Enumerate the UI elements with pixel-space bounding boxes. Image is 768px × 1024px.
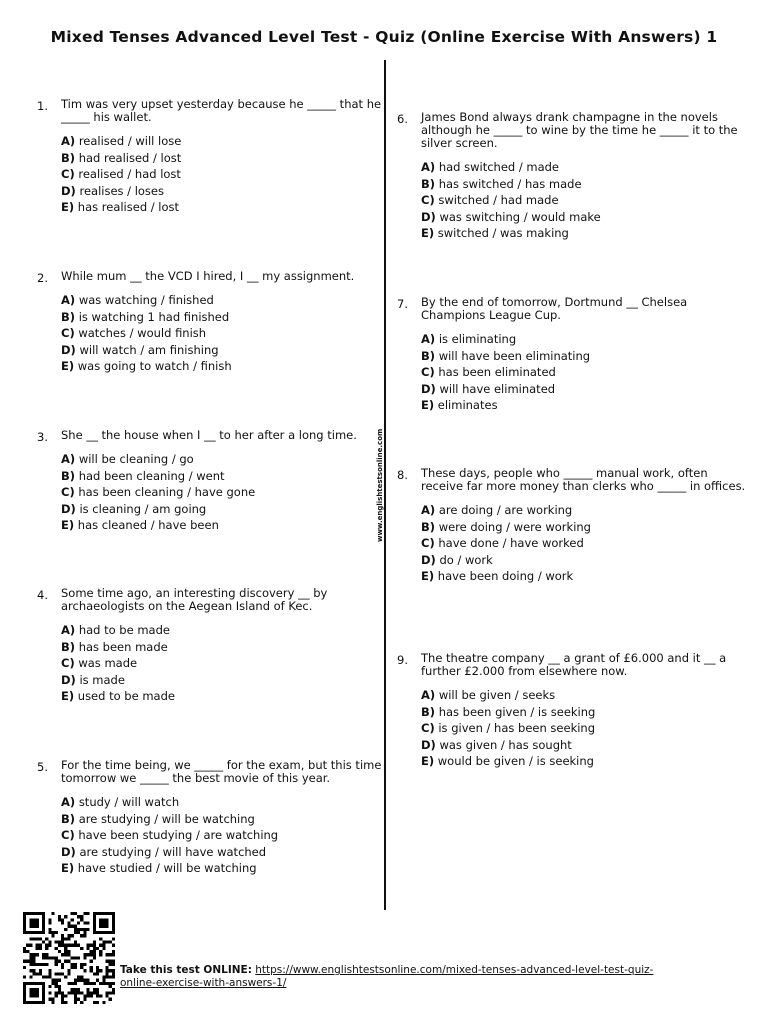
option-text: is cleaning / am going bbox=[79, 501, 207, 516]
option-letter: E) bbox=[61, 359, 75, 373]
answer-option bbox=[61, 325, 391, 342]
option-text: is watching 1 had finished bbox=[78, 309, 230, 324]
option-text: have been studying / are watching bbox=[78, 828, 279, 842]
answer-option bbox=[421, 720, 751, 737]
answer-option bbox=[61, 451, 391, 468]
question-stem: She __ the house when I __ to her after a long time. bbox=[61, 428, 357, 442]
answer-option bbox=[421, 176, 751, 193]
option-text: was given / has sought bbox=[439, 737, 572, 752]
option-text: switched / had made bbox=[438, 193, 559, 207]
question-number: 7. bbox=[397, 297, 408, 311]
answer-option bbox=[421, 519, 751, 536]
question-item bbox=[37, 586, 391, 705]
question-item bbox=[37, 758, 391, 877]
answer-option bbox=[61, 811, 391, 828]
option-text: do / work bbox=[439, 552, 493, 567]
option-text: will have eliminated bbox=[439, 381, 556, 396]
option-text: study / will watch bbox=[78, 795, 180, 809]
question-number: 6. bbox=[397, 112, 408, 126]
option-letter: B) bbox=[61, 811, 76, 826]
option-letter: E) bbox=[61, 689, 75, 703]
option-letter: C) bbox=[61, 656, 75, 670]
option-letter: E) bbox=[61, 200, 75, 214]
answer-option bbox=[421, 348, 751, 365]
option-text: will have been eliminating bbox=[438, 348, 591, 363]
option-letter: E) bbox=[421, 754, 435, 768]
question-number: 5. bbox=[37, 760, 48, 774]
option-letter: A) bbox=[61, 293, 76, 307]
question-stem: By the end of tomorrow, Dortmund __ Chelsea Champions League Cup. bbox=[421, 295, 688, 322]
option-letter: D) bbox=[421, 552, 436, 567]
answer-option bbox=[421, 737, 751, 754]
answer-option bbox=[61, 358, 391, 375]
option-text: eliminates bbox=[437, 398, 498, 412]
option-letter: E) bbox=[61, 861, 75, 875]
option-text: was made bbox=[78, 656, 138, 670]
answer-option bbox=[61, 672, 391, 689]
option-text: has switched / has made bbox=[438, 176, 582, 191]
option-text: watches / would finish bbox=[78, 326, 207, 340]
option-letter: D) bbox=[61, 342, 76, 357]
answer-option bbox=[61, 150, 391, 167]
answer-option bbox=[421, 159, 751, 176]
answer-option bbox=[421, 552, 751, 569]
option-text: used to be made bbox=[77, 689, 175, 703]
question-number: 8. bbox=[397, 468, 408, 482]
option-text: has been eliminated bbox=[438, 365, 556, 379]
option-letter: C) bbox=[61, 828, 75, 842]
question-item bbox=[37, 97, 391, 216]
option-letter: B) bbox=[421, 704, 436, 719]
answer-option bbox=[61, 688, 391, 705]
option-text: had to be made bbox=[78, 623, 170, 637]
answer-option bbox=[421, 753, 751, 770]
option-text: are studying / will be watching bbox=[78, 811, 255, 826]
question-stem: These days, people who _____ manual work, often receive far more money than clerks who _____ in offices. bbox=[421, 466, 746, 493]
option-letter: D) bbox=[61, 183, 76, 198]
answer-option bbox=[421, 364, 751, 381]
option-letter: B) bbox=[421, 519, 436, 534]
option-text: realises / loses bbox=[79, 183, 164, 198]
answer-option bbox=[61, 622, 391, 639]
option-text: has realised / lost bbox=[77, 200, 180, 214]
option-text: will watch / am finishing bbox=[79, 342, 219, 357]
online-label: Take this test ONLINE: bbox=[120, 964, 252, 976]
option-letter: A) bbox=[61, 623, 76, 637]
option-letter: C) bbox=[61, 326, 75, 340]
answer-option bbox=[61, 468, 391, 485]
option-text: has been cleaning / have gone bbox=[78, 485, 256, 499]
online-link-block bbox=[120, 964, 680, 990]
answer-option bbox=[61, 199, 391, 216]
option-letter: A) bbox=[421, 688, 436, 702]
option-letter: C) bbox=[421, 365, 435, 379]
option-text: was switching / would make bbox=[439, 209, 601, 224]
answer-option bbox=[61, 292, 391, 309]
question-item bbox=[37, 269, 391, 375]
answer-option bbox=[61, 501, 391, 518]
question-item bbox=[397, 651, 751, 770]
option-text: realised / will lose bbox=[78, 134, 182, 148]
question-number: 2. bbox=[37, 271, 48, 285]
option-text: has cleaned / have been bbox=[77, 518, 219, 532]
option-text: are studying / will have watched bbox=[79, 844, 267, 859]
option-letter: A) bbox=[421, 160, 436, 174]
question-stem: James Bond always drank champagne in the novels although he _____ to wine by the time he _____ it to the silver screen. bbox=[421, 110, 738, 150]
option-text: was watching / finished bbox=[78, 293, 214, 307]
answer-option bbox=[421, 192, 751, 209]
option-letter: C) bbox=[61, 485, 75, 499]
option-letter: A) bbox=[61, 452, 76, 466]
answer-option bbox=[421, 381, 751, 398]
answer-option bbox=[61, 794, 391, 811]
question-number: 1. bbox=[37, 99, 48, 113]
option-text: has been given / is seeking bbox=[438, 704, 596, 719]
option-text: is eliminating bbox=[438, 332, 517, 346]
answer-option bbox=[421, 568, 751, 585]
option-letter: C) bbox=[421, 536, 435, 550]
option-text: would be given / is seeking bbox=[437, 754, 594, 768]
option-text: realised / had lost bbox=[78, 167, 181, 181]
answer-option bbox=[61, 309, 391, 326]
option-text: will be given / seeks bbox=[438, 688, 556, 702]
question-item bbox=[37, 428, 391, 534]
answer-option bbox=[421, 397, 751, 414]
answer-option bbox=[61, 342, 391, 359]
question-stem: The theatre company __ a grant of £6.000 and it __ a further £2.000 from elsewhere now. bbox=[421, 651, 727, 678]
qr-code-icon bbox=[23, 912, 115, 1004]
option-letter: A) bbox=[421, 332, 436, 346]
option-text: had realised / lost bbox=[78, 150, 182, 165]
answer-option bbox=[61, 183, 391, 200]
answer-option bbox=[421, 225, 751, 242]
question-item bbox=[397, 110, 751, 242]
option-text: has been made bbox=[78, 639, 168, 654]
option-letter: E) bbox=[61, 518, 75, 532]
option-letter: B) bbox=[61, 309, 76, 324]
option-letter: E) bbox=[421, 226, 435, 240]
option-letter: E) bbox=[421, 569, 435, 583]
option-letter: B) bbox=[421, 176, 436, 191]
option-letter: E) bbox=[421, 398, 435, 412]
option-text: have done / have worked bbox=[438, 536, 584, 550]
option-text: have been doing / work bbox=[437, 569, 574, 583]
question-stem: Some time ago, an interesting discovery __ by archaeologists on the Aegean Island of Kec. bbox=[61, 586, 328, 613]
option-letter: A) bbox=[61, 795, 76, 809]
option-letter: B) bbox=[61, 468, 76, 483]
option-letter: A) bbox=[61, 134, 76, 148]
option-letter: D) bbox=[421, 381, 436, 396]
answer-option bbox=[61, 860, 391, 877]
question-item bbox=[397, 466, 751, 585]
option-letter: D) bbox=[61, 672, 76, 687]
answer-option bbox=[61, 655, 391, 672]
option-letter: C) bbox=[421, 193, 435, 207]
answer-option bbox=[61, 484, 391, 501]
side-url: www.englishtestsonline.com bbox=[376, 426, 384, 545]
answer-option bbox=[421, 535, 751, 552]
answer-option bbox=[421, 209, 751, 226]
question-item bbox=[397, 295, 751, 414]
answer-option bbox=[61, 639, 391, 656]
option-letter: B) bbox=[61, 639, 76, 654]
option-text: switched / was making bbox=[437, 226, 569, 240]
answer-option bbox=[61, 166, 391, 183]
option-letter: D) bbox=[61, 501, 76, 516]
option-letter: C) bbox=[61, 167, 75, 181]
question-stem: While mum __ the VCD I hired, I __ my assignment. bbox=[61, 269, 355, 283]
answer-option bbox=[61, 517, 391, 534]
question-number: 4. bbox=[37, 588, 48, 602]
question-number: 9. bbox=[397, 653, 408, 667]
answer-option bbox=[421, 687, 751, 704]
option-text: is made bbox=[79, 672, 125, 687]
option-letter: D) bbox=[421, 737, 436, 752]
option-letter: A) bbox=[421, 503, 436, 517]
answer-option bbox=[61, 827, 391, 844]
option-text: will be cleaning / go bbox=[78, 452, 194, 466]
option-text: had switched / made bbox=[438, 160, 560, 174]
option-letter: D) bbox=[421, 209, 436, 224]
option-text: was going to watch / finish bbox=[77, 359, 232, 373]
option-text: are doing / are working bbox=[438, 503, 573, 517]
question-stem: For the time being, we _____ for the exam, but this time tomorrow we _____ the best movie of this year. bbox=[61, 758, 382, 785]
footer bbox=[0, 908, 768, 1024]
question-stem: Tim was very upset yesterday because he _____ that he _____ his wallet. bbox=[61, 97, 382, 124]
option-letter: B) bbox=[61, 150, 76, 165]
question-number: 3. bbox=[37, 430, 48, 444]
answer-option bbox=[61, 844, 391, 861]
answer-option bbox=[421, 331, 751, 348]
option-text: is given / has been seeking bbox=[438, 721, 596, 735]
online-link[interactable]: https://www.englishtestsonline.com/mixed-tenses-advanced-level-test-quiz-online-exercise-with-answers-1/ bbox=[120, 964, 654, 989]
option-text: were doing / were working bbox=[438, 519, 591, 534]
option-letter: D) bbox=[61, 844, 76, 859]
answer-option bbox=[421, 502, 751, 519]
answer-option bbox=[61, 133, 391, 150]
answer-option bbox=[421, 704, 751, 721]
option-letter: B) bbox=[421, 348, 436, 363]
option-letter: C) bbox=[421, 721, 435, 735]
page-title: Mixed Tenses Advanced Level Test - Quiz (Online Exercise With Answers) 1 bbox=[50, 28, 718, 46]
option-text: had been cleaning / went bbox=[78, 468, 225, 483]
option-text: have studied / will be watching bbox=[77, 861, 257, 875]
